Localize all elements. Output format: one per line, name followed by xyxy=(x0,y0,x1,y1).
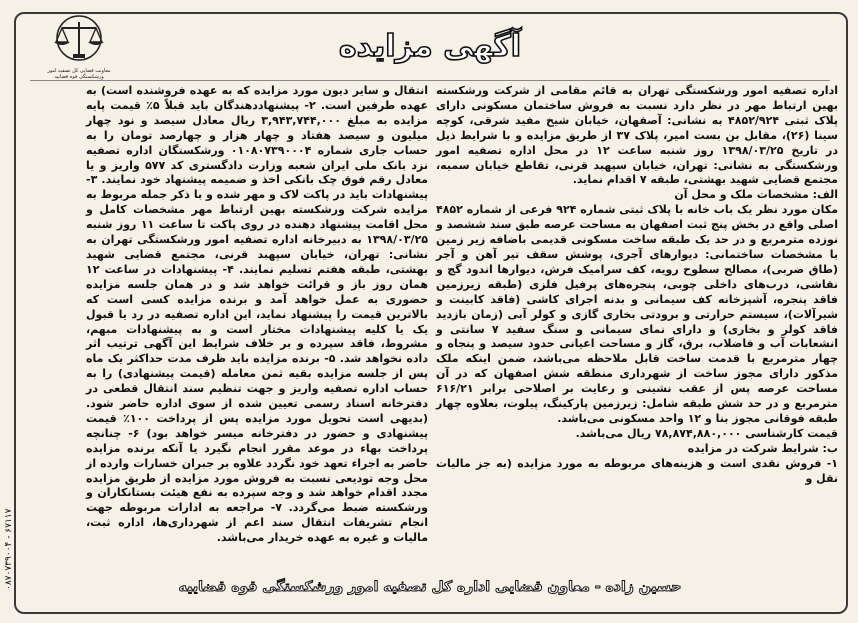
left-column xyxy=(86,84,428,546)
scales-of-justice-icon xyxy=(40,14,118,64)
condition-1-start: ۱- فروش نقدی است و هزینه‌های مربوطه به مورد مزایده (به جز مالیات نقل و xyxy=(436,456,838,485)
judiciary-emblem xyxy=(40,14,118,88)
notice-title: آگهی مزایده xyxy=(338,28,522,64)
section-b-heading: ب: شرایط شرکت در مزایده xyxy=(687,441,838,455)
emblem-caption: معاونت قضایی کل تصفیه امور ورشکستگی قوه قضاییه xyxy=(47,68,111,80)
side-code-strip xyxy=(2,360,16,600)
intro-paragraph: اداره تصفیه امور ورشکستگی تهران به قائم مقامی از شرکت ورشکسته بهین ارتباط مهر در نظر دارد نسبت به فروش ساختمان مسکونی دارای پلاک ثبتی ۴۸۵۲/۹۲۴ به نشانی: آصفهان، خیابان شیخ مفید شرقی، کوچه سینا (۲۶)، مقابل بن بست امیر، پلاک ۳۷ از طریق مزایده و با شرایط ذیل در تاریخ ۱۳۹۸/۰۳/۲۵ روز شنبه ساعت ۱۲ در محل اداره تصفیه امور ورشکستگی به نشانی: تهران، خیابان سپهبد قرنی، تقاطع خیابان سمیه، مجتمع قضایی شهید بهشتی، طبقه ۷ اقدام نماید. xyxy=(436,84,838,187)
section-a-heading: الف: مشخصات ملک و محل آن xyxy=(674,188,838,202)
side-code-text: ۰۸۷۰۷۳۹۰۰۴ - ۶۷۱۱۷ xyxy=(4,508,14,590)
signature-footer: حسین زاده - معاون قضایی اداره کل تصفیه امور ورشکستگی قوه قضاییه xyxy=(178,579,682,595)
appraisal-price: قیمت کارشناسی ۷۸,۸۷۴,۸۸۰,۰۰۰ ریال می‌باشد. xyxy=(575,426,838,440)
property-description: مکان مورد نظر یک باب خانه با پلاک ثبتی شماره ۹۲۴ فرعی از شماره ۴۸۵۲ اصلی واقع در بخش پنج ثبت اصفهان به مساحت عرصه طبق سند ششصد و نوزده مترمربع و در حد یک طبقه ساخت مسکونی قدیمی باضافه زیر زمین با مشخصات ساختمانی: دیوارهای آجری، پوشش سقف تیر آهن و آجر (طاق ضربی)، مصالح سطوح رویه، کف سرامیک فرش، دیوارها اندود گچ و نقاشی، درب‌های داخلی چوبی، پنجره‌های پرفیل فلزی (طبقه زیرزمین فاقد پنجره، آشپزخانه کف سیمانی و بدنه اجرای کاشی (فاقد کابینت و شیرآلات)، سیستم حرارتی و برودتی بخاری گازی و کولر آبی (زمان بازدید فاقد کولر و بخاری) و دارای نمای سیمانی و سنگ سفید ۷ سانتی و انشعابات آب و فاضلاب، برق، گاز و مساحت اعیانی حدود سیصد و پنجاه و چهار مترمربع با قدمت ساخت قابل ملاحظه می‌باشد، ضمن اینکه ملک مذکور دارای مجوز ساخت از شهرداری منطقه شش اصفهان که در آن مساحت عرصه پس از عقب نشینی و رعایت بر اصلاحی برابر ۶۱۶/۲۱ مترمربع و در حد شش طبقه شامل: زیرزمین پارکینگ، پیلوت، بعلاوه چهار طبقه فوقانی مجوز بنا و ۱۲ واحد مسکونی می‌باشد. xyxy=(436,203,839,425)
conditions-paragraph: انتقال و سایر دیون مورد مزایده که به عهده فروشنده است) به عهده طرفین است. ۲- پیشنهاددهندگان باید قبلاً ۵٪ قیمت پایه مزایده به مبلغ ۳,۹۴۳,۷۴۴,۰۰۰ ریال معادل سیصد و نود چهار میلیون و سیصد هفتاد و چهار هزار و چهارصد تومان را به حساب جاری شماره ۰۱۰۸۰۷۳۹۰۰۰۴ ورشکستگان اداره تصفیه نزد بانک ملی ایران شعبه وزارت دادگستری کد ۵۷۷ واریز و یا معادل رقم فوق چک بانکی اخذ و ضمیمه پیشنهاد خود نمایند. ۳- پیشنهادات باید در پاکت لاک و مهر شده و با ذکر جمله مربوط به مزایده شرکت ورشکسته بهین ارتباط مهر مشخصات کامل و محل اقامت پیشنهاد دهنده در روی پاکت تا ساعت ۱۱ روز شنبه ۱۳۹۸/۰۳/۲۵ به دبیرخانه اداره تصفیه امور ورشکستگی تهران به نشانی: تهران، خیابان سپهبد قرنی، مجتمع قضایی شهید بهشتی، طبقه هفتم تسلیم نمایند. ۴- پیشنهادات در ساعت ۱۲ همان روز باز و قرائت خواهد شد و در همان جلسه مزایده حضوری به عمل خواهد آمد و برنده مزایده کسی است که بالاترین قیمت را پیشنهاد نماید، این اداره تصفیه در رد یا قبول یک یا کلیه پیشنهادات مختار است و به پیشنهادات مبهم، مشروط، فاقد سپرده و بر خلاف شرایط این آگهی ترتیب اثر داده نخواهد شد. ۵- برنده مزایده باید ظرف مدت حداکثر یک ماه پس از جلسه مزایده بقیه ثمن معامله (قیمت پیشنهادی) را به حساب اداره تصفیه واریز و جهت تنظیم سند انتقال قطعی در دفترخانه اسناد رسمی تعیین شده از سوی اداره حاضر شود. (بدیهی است تحویل مورد مزایده پس از پرداخت ۱۰۰٪ قیمت پیشنهادی و حضور در دفترخانه میسر خواهد بود) ۶- چنانچه پرداخت بهاء در موعد مقرر انجام نگیرد یا آنکه برنده مزایده حاضر به اجراء تعهد خود نگردد علاوه بر جبران خسارات وارده از محل وجه تودیعی نسبت به فروش مورد مزایده از طریق مزایده مجدد اقدام خواهد شد و وجه سپرده به نفع هیئت بستانکاران و ورشکسته ضبط می‌گردد. ۷- مراجعه به ادارات مربوطه جهت انجام تشریفات انتقال سند اعم از شهرداری‌ها، اداره ثبت، مالیات و غیره به عهده خریدار می‌باشد. xyxy=(86,84,428,545)
right-column xyxy=(436,84,838,486)
header-divider xyxy=(30,80,830,81)
